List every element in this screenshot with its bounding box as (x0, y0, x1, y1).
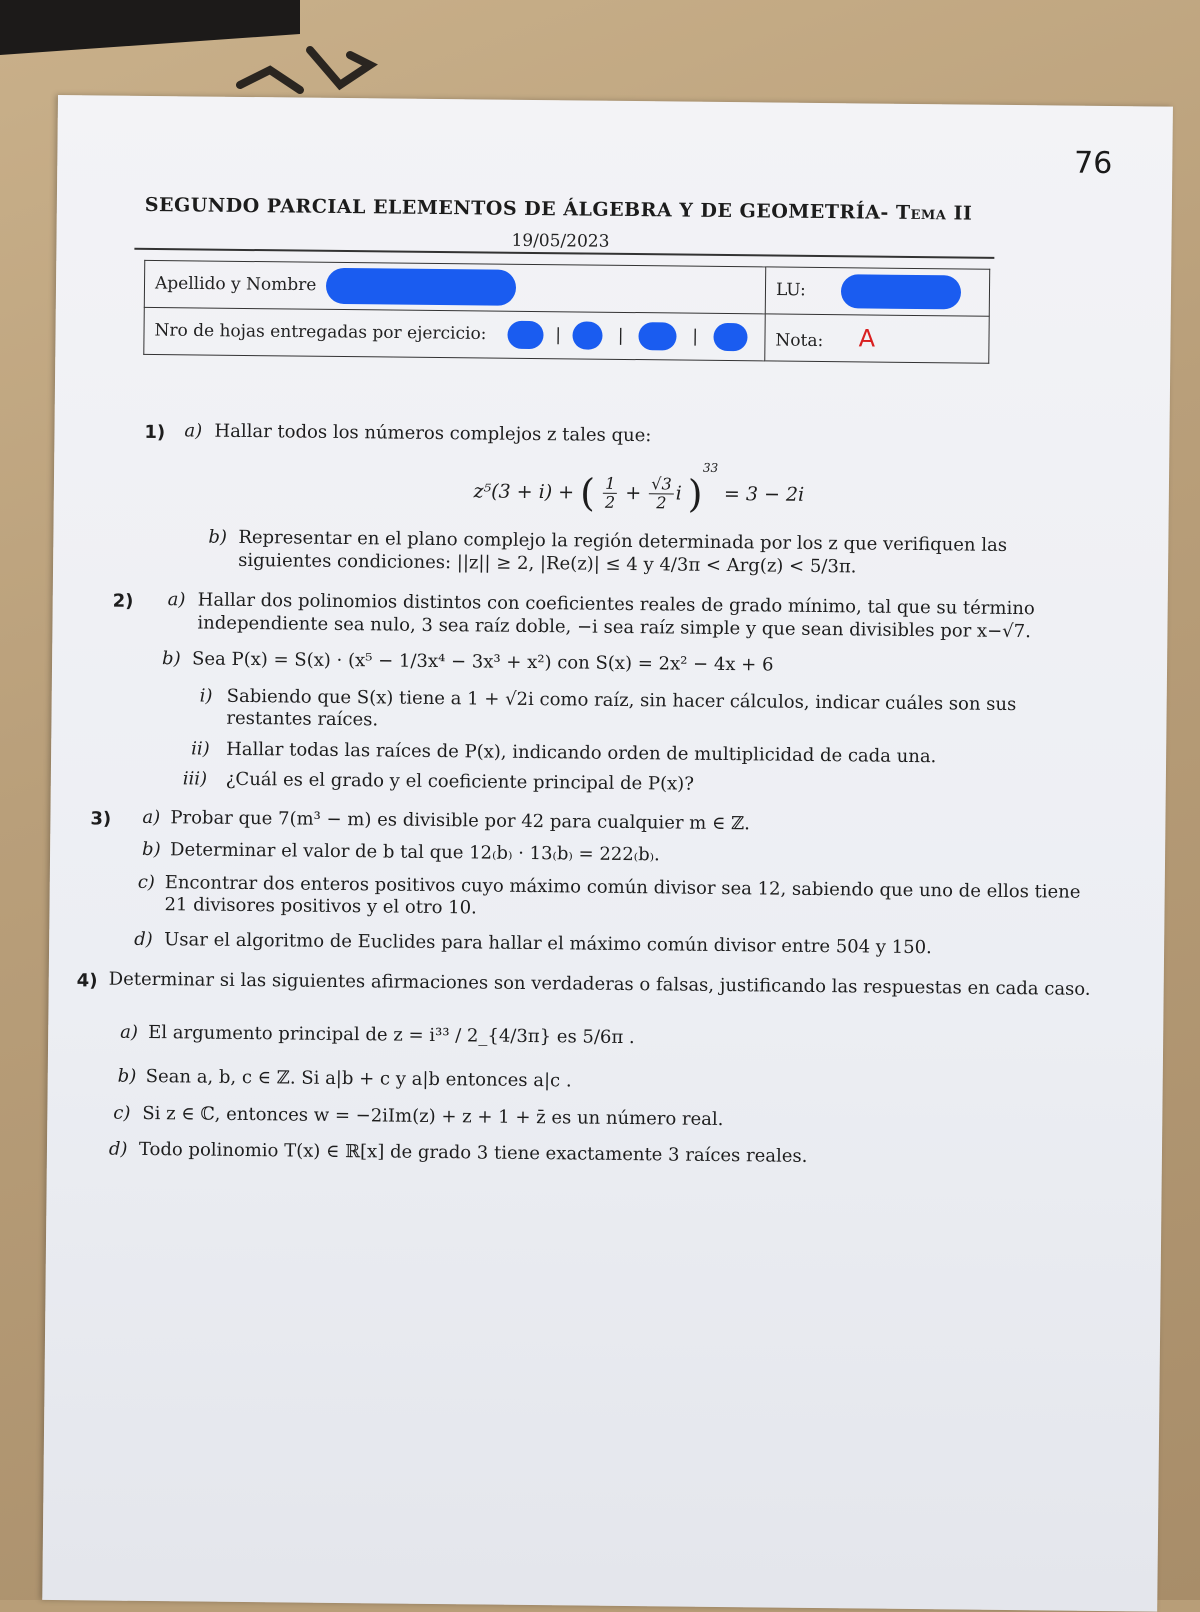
question-4a-label: a) (120, 1021, 139, 1043)
redacted-sheets-4 (713, 323, 747, 351)
question-3c (89, 871, 1099, 927)
exam-title: SEGUNDO PARCIAL ELEMENTOS DE ÁLGEBRA Y DE GEOMETRÍA- Tema II (144, 193, 973, 225)
question-3-number: 3) (90, 808, 112, 830)
question-3b-text: Determinar el valor de b tal que 12₍b₎ · 13₍b₎ = 222₍b₎. (169, 839, 660, 866)
question-2b-text: Sea P(x) = S(x) · (x⁵ − 1/3x⁴ − 3x³ + x²) con S(x) = 2x² − 4x + 6 (191, 648, 774, 676)
question-4d (87, 1139, 1097, 1172)
question-2a-text: Hallar dos polinomios distintos con coeficientes reales de grado mínimo, tal que su término independiente sea nulo, 3 sea raíz doble, −i sea raíz simple y que sean divisibles por x−√7. (197, 589, 1035, 642)
grade-value: A (858, 324, 876, 353)
redacted-sheets-2 (572, 321, 602, 349)
question-3a (90, 806, 1100, 839)
formula-fraction-1: $\frac{1}{2}$ (604, 474, 616, 512)
question-4-intro-text: Determinar si las siguientes afirmaciones son verdaderas o falsas, justificando las respuestas en cada caso. (108, 968, 1091, 1001)
question-2b-i (91, 684, 1101, 740)
question-2b-ii (91, 737, 1101, 770)
name-label: Apellido y Nombre (154, 273, 317, 296)
question-2b-iii-label: iii) (182, 768, 208, 790)
question-2 (91, 589, 1103, 801)
question-2a-label: a) (167, 589, 186, 611)
page-number: 76 (1073, 145, 1113, 182)
question-3d (89, 928, 1099, 961)
lu-cell (765, 267, 989, 316)
lu-label: LU: (775, 280, 806, 301)
question-4 (76, 968, 1099, 1172)
question-3b (90, 839, 1100, 872)
exam-questions (76, 415, 1105, 1177)
question-2-number: 2) (112, 590, 134, 613)
question-1-number: 1) (144, 421, 166, 444)
question-1a (94, 419, 1104, 452)
question-2b-label: b) (161, 648, 181, 670)
question-4b (88, 1066, 1098, 1099)
question-1 (93, 419, 1105, 581)
redacted-name (326, 268, 516, 306)
question-2b-i-label: i) (199, 685, 213, 707)
question-3c-label: c) (137, 871, 155, 893)
question-4c (87, 1102, 1097, 1135)
exam-date: 19/05/2023 (511, 230, 610, 252)
question-3 (89, 806, 1100, 961)
sheets-label: Nro de hojas entregadas por ejercicio: (154, 320, 487, 344)
question-1b (93, 526, 1103, 582)
exam-sheet (42, 95, 1173, 1612)
question-3b-label: b) (141, 839, 161, 861)
sheets-cell: Nro de hojas entregadas por ejercicio: | | | (144, 307, 765, 361)
redacted-lu (841, 274, 961, 309)
formula-fraction-2: $\frac{√3}{2}$ (649, 476, 674, 512)
grade-cell (765, 314, 989, 363)
formula-left: z⁵(3 + i) + (473, 479, 575, 503)
redacted-sheets-1 (508, 321, 544, 349)
student-info-table (143, 260, 990, 364)
redacted-sheets-3 (639, 322, 677, 350)
question-4c-label: c) (113, 1102, 131, 1124)
question-3d-text: Usar el algoritmo de Euclides para hallar el máximo común divisor entre 504 y 150. (164, 928, 932, 958)
question-3d-label: d) (134, 928, 153, 950)
question-3a-label: a) (142, 806, 161, 828)
question-3a-text: Probar que 7(m³ − m) es divisible por 42 para cualquier m ∈ ℤ. (170, 806, 751, 835)
question-1a-text: Hallar todos los números complejos z tales que: (214, 420, 652, 447)
question-1a-label: a) (184, 420, 203, 442)
question-2a (92, 589, 1102, 645)
question-4-number: 4) (76, 970, 98, 992)
question-2b-iii (91, 768, 1101, 801)
question-4d-label: d) (108, 1138, 128, 1161)
formula-right: = 3 − 2i (723, 482, 805, 506)
question-2b-ii-text: Hallar todas las raíces de P(x), indicando orden de multiplicidad de cada una. (226, 738, 937, 767)
question-2b-ii-label: ii) (191, 738, 210, 760)
question-1b-text: Representar en el plano complejo la región determinada por los z que verifiquen las siguientes condiciones: ||z|| ≥ 2, |Re(z)| ≤ 4 y 4/3π < Arg(z) < 5/3π. (238, 527, 1008, 578)
question-4b-label: b) (117, 1065, 137, 1088)
desk-scribble (230, 30, 390, 100)
question-2b (92, 648, 1102, 681)
question-2b-i-text: Sabiendo que S(x) tiene a 1 + √2i como raíz, sin hacer cálculos, indicar cuáles son sus restantes raíces. (226, 685, 1017, 731)
question-4b-text: Sean a, b, c ∈ ℤ. Si a|b + c y a|b entonces a|c . (145, 1066, 572, 1092)
question-1b-label: b) (208, 526, 228, 549)
name-cell (144, 260, 765, 314)
grade-label: Nota: (775, 330, 824, 352)
question-4a (88, 1021, 1098, 1054)
question-3c-text: Encontrar dos enteros positivos cuyo máximo común divisor sea 12, sabiendo que uno de ellos tiene 21 divisores positivos y el otro 10. (164, 871, 1081, 919)
question-1a-formula: z⁵(3 + i) + ( $\frac{1}{2}$ + $\frac{√3}{2}$ i )$^{33}$ = 3 − 2i (473, 460, 805, 516)
question-4d-text: Todo polinomio T(x) ∈ ℝ[x] de grado 3 tiene exactamente 3 raíces reales. (138, 1139, 808, 1168)
question-4c-text: Si z ∈ ℂ, entonces w = −2iIm(z) + z + 1 + z̄ es un número real. (142, 1102, 724, 1130)
question-4a-text: El argumento principal de z = i³³ / 2_{4/3π} es 5/6π . (148, 1021, 635, 1048)
question-2b-iii-text: ¿Cuál es el grado y el coeficiente principal de P(x)? (225, 769, 695, 795)
question-4-intro (89, 969, 1099, 1002)
